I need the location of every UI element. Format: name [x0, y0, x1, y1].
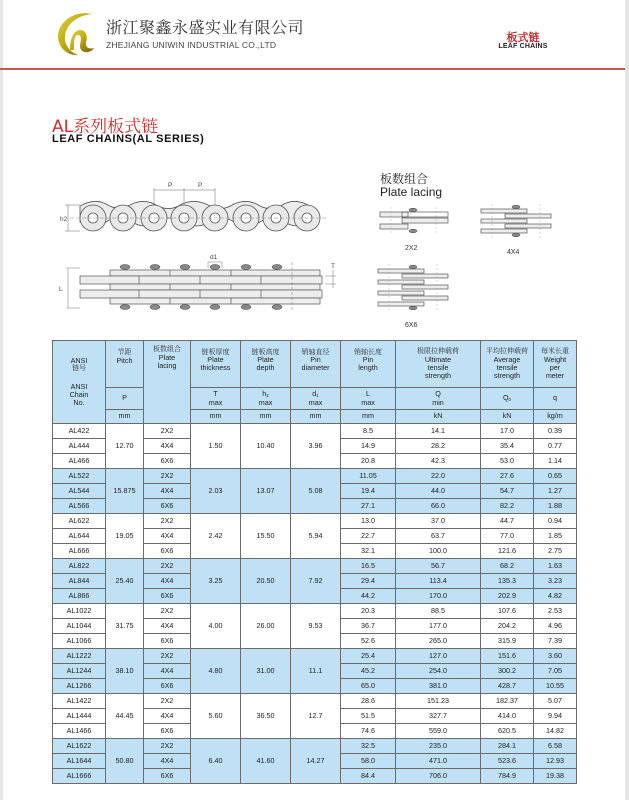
cell-chain-no: AL844: [53, 574, 106, 589]
cell-thickness: 4.80: [191, 649, 241, 694]
header-weight-en3: meter: [545, 370, 565, 380]
table-row: [53, 604, 577, 619]
header-uts-en2: tensile: [427, 362, 449, 372]
header-weight-en2: per: [549, 362, 561, 372]
spec-table-body: [53, 424, 577, 784]
cell-chain-no: AL544: [53, 484, 106, 499]
cell-pin-length: 20.8: [341, 454, 396, 469]
cell-chain-no: AL866: [53, 589, 106, 604]
cell-ultimate-strength: 170.0: [396, 589, 481, 604]
lacing-6x6-drawing: [378, 269, 448, 306]
table-row: [53, 559, 577, 574]
header-depth: [241, 341, 291, 388]
cell-pin-length: 16.5: [341, 559, 396, 574]
cell-pin-length: 84.4: [341, 769, 396, 784]
header-lacing-en1: Plate: [158, 352, 176, 362]
unit-pin-diameter: mm: [291, 410, 341, 424]
header-ultimate-strength: [396, 341, 481, 388]
cell-chain-no: AL422: [53, 424, 106, 439]
cell-weight: 4.82: [534, 589, 577, 604]
unit-thickness: mm: [191, 410, 241, 424]
header-pin-dia-cn: 销轴直径: [301, 347, 330, 356]
header-ats-en2: tensile: [496, 362, 518, 372]
cell-ultimate-strength: 177.0: [396, 619, 481, 634]
header-uts-en3: strength: [425, 370, 451, 380]
cell-lacing: 6X6: [144, 544, 191, 559]
table-row: [53, 514, 577, 529]
cell-lacing: 2X2: [144, 424, 191, 439]
cell-chain-no: AL1244: [53, 664, 106, 679]
cell-weight: 6.58: [534, 739, 577, 754]
cell-pin-diameter: 9.53: [291, 604, 341, 649]
cell-average-strength: 54.7: [481, 484, 534, 499]
cell-lacing: 4X4: [144, 619, 191, 634]
cell-weight: 0.77: [534, 439, 577, 454]
cell-pin-length: 65.0: [341, 679, 396, 694]
cell-average-strength: 151.6: [481, 649, 534, 664]
cell-pin-length: 13.0: [341, 514, 396, 529]
header-pin-diameter: [291, 341, 341, 388]
header-ansi-chain2: Chain: [69, 389, 89, 399]
cell-lacing: 6X6: [144, 724, 191, 739]
header-weight: [534, 341, 577, 388]
cell-thickness: 6.40: [191, 739, 241, 784]
symbol-ats-letter: Q: [502, 393, 509, 403]
header-thickness: [191, 341, 241, 388]
header-ansi-no: No.: [73, 397, 85, 407]
chain-top-view: [80, 270, 322, 304]
unit-uts: kN: [396, 410, 481, 424]
cell-weight: 14.82: [534, 724, 577, 739]
lacing-4x4-drawing: [481, 209, 551, 233]
cell-lacing: 2X2: [144, 739, 191, 754]
cell-weight: 3.60: [534, 649, 577, 664]
cell-weight: 7.05: [534, 664, 577, 679]
cell-depth: 41.60: [241, 739, 291, 784]
cell-pin-length: 52.6: [341, 634, 396, 649]
header-ats-en1: Average: [493, 354, 521, 364]
section-title-en: LEAF CHAINS(AL SERIES): [52, 133, 205, 145]
cell-depth: 36.50: [241, 694, 291, 739]
cell-pin-diameter: 7.92: [291, 559, 341, 604]
symbol-weight: q: [534, 388, 577, 410]
cell-ultimate-strength: 28.2: [396, 439, 481, 454]
cell-lacing: 2X2: [144, 604, 191, 619]
cell-average-strength: 68.2: [481, 559, 534, 574]
header-ansi-cn: 链号: [72, 364, 86, 373]
leaf-chain-spec-table: [52, 340, 577, 784]
cell-chain-no: AL444: [53, 439, 106, 454]
cell-pin-diameter: 5.94: [291, 514, 341, 559]
symbol-ats: [481, 388, 534, 410]
header-pin-dia-en1: Pin: [310, 355, 321, 365]
cell-lacing: 2X2: [144, 514, 191, 529]
header-weight-cn: 每米长重: [541, 346, 569, 355]
header-ats-cn: 平均拉伸载荷: [486, 346, 528, 355]
lacing-label-4x4: 4X4: [507, 249, 520, 256]
cell-pin-length: 32.5: [341, 739, 396, 754]
header-lacing-en2: lacing: [157, 360, 177, 370]
cell-pin-length: 19.4: [341, 484, 396, 499]
cell-lacing: 4X4: [144, 529, 191, 544]
cell-ultimate-strength: 66.0: [396, 499, 481, 514]
lacing-label-2x2: 2X2: [405, 245, 418, 252]
header-pitch-en: Pitch: [116, 355, 133, 365]
cell-ultimate-strength: 127.0: [396, 649, 481, 664]
header-lacing-cn: 板数组合: [153, 345, 181, 353]
lacing-2x2-drawing: [380, 212, 448, 229]
cell-weight: 1.14: [534, 454, 577, 469]
lacing-title-cn: 板数组合: [380, 172, 429, 186]
cell-pin-length: 27.1: [341, 499, 396, 514]
cell-lacing: 2X2: [144, 694, 191, 709]
cell-pin-length: 8.5: [341, 424, 396, 439]
cell-chain-no: AL1444: [53, 709, 106, 724]
cell-lacing: 2X2: [144, 559, 191, 574]
symbol-pin-dia-letter: d: [312, 389, 317, 399]
cell-ultimate-strength: 471.0: [396, 754, 481, 769]
cell-average-strength: 53.0: [481, 454, 534, 469]
symbol-uts: [396, 388, 481, 410]
cell-average-strength: 27.6: [481, 469, 534, 484]
cell-weight: 10.55: [534, 679, 577, 694]
header-thickness-cn: 链板厚度: [201, 347, 230, 356]
cell-weight: 2.53: [534, 604, 577, 619]
table-row: [53, 424, 577, 439]
cell-pin-length: 22.7: [341, 529, 396, 544]
cell-pin-length: 45.2: [341, 664, 396, 679]
cell-thickness: 2.42: [191, 514, 241, 559]
cell-weight: 1.85: [534, 529, 577, 544]
cell-chain-no: AL1466: [53, 724, 106, 739]
cell-ultimate-strength: 14.1: [396, 424, 481, 439]
dim-label-p2: P: [198, 182, 203, 189]
header-pitch-cn: 节距: [117, 348, 132, 357]
cell-pin-length: 58.0: [341, 754, 396, 769]
cell-average-strength: 204.2: [481, 619, 534, 634]
symbol-pin-len-letter: L: [366, 389, 370, 399]
symbol-thickness-limit: max: [208, 397, 223, 407]
cell-ultimate-strength: 254.0: [396, 664, 481, 679]
dim-label-d1: d1: [210, 254, 218, 261]
symbol-pin-length: [341, 388, 396, 410]
cell-pin-length: 11.05: [341, 469, 396, 484]
dim-label-h2: h2: [60, 216, 68, 223]
cell-average-strength: 82.2: [481, 499, 534, 514]
symbol-depth-limit: max: [258, 397, 273, 407]
header-ansi-top: ANSI: [70, 355, 88, 365]
cell-ultimate-strength: 706.0: [396, 769, 481, 784]
cell-average-strength: 300.2: [481, 664, 534, 679]
cell-thickness: 4.00: [191, 604, 241, 649]
cell-weight: 5.07: [534, 694, 577, 709]
cell-average-strength: 35.4: [481, 439, 534, 454]
header-ats-en3: strength: [494, 370, 520, 380]
cell-pitch: 15.875: [106, 469, 144, 514]
cell-lacing: 6X6: [144, 589, 191, 604]
cell-pin-diameter: 14.27: [291, 739, 341, 784]
cell-weight: 1.27: [534, 484, 577, 499]
cell-pitch: 50.80: [106, 739, 144, 784]
cell-depth: 13.07: [241, 469, 291, 514]
cell-average-strength: 135.3: [481, 574, 534, 589]
symbol-pin-dia-limit: max: [308, 397, 323, 407]
header-thickness-en1: Plate: [207, 355, 224, 365]
header-lacing: [144, 341, 191, 424]
cell-average-strength: 523.6: [481, 754, 534, 769]
cell-average-strength: 121.6: [481, 544, 534, 559]
cell-weight: 0.94: [534, 514, 577, 529]
cell-lacing: 4X4: [144, 664, 191, 679]
cell-thickness: 5.60: [191, 694, 241, 739]
cell-ultimate-strength: 151.23: [396, 694, 481, 709]
cell-chain-no: AL1622: [53, 739, 106, 754]
cell-depth: 26.00: [241, 604, 291, 649]
unit-ats: kN: [481, 410, 534, 424]
cell-pitch: 25.40: [106, 559, 144, 604]
cell-ultimate-strength: 100.0: [396, 544, 481, 559]
header-ansi-chain: ANSI: [70, 381, 88, 391]
cell-thickness: 3.25: [191, 559, 241, 604]
cell-pin-length: 51.5: [341, 709, 396, 724]
cell-pitch: 12.70: [106, 424, 144, 469]
cell-chain-no: AL1066: [53, 634, 106, 649]
cell-weight: 4.96: [534, 619, 577, 634]
cell-ultimate-strength: 44.0: [396, 484, 481, 499]
cell-weight: 1.88: [534, 499, 577, 514]
dim-label-t: T: [331, 263, 335, 270]
cell-chain-no: AL1666: [53, 769, 106, 784]
symbol-pin-len-limit: max: [361, 397, 375, 407]
cell-pin-length: 14.9: [341, 439, 396, 454]
cell-chain-no: AL1644: [53, 754, 106, 769]
cell-depth: 10.40: [241, 424, 291, 469]
cell-lacing: 6X6: [144, 634, 191, 649]
category-title-cn: 板式链: [506, 31, 540, 44]
cell-ultimate-strength: 235.0: [396, 739, 481, 754]
cell-weight: 7.39: [534, 634, 577, 649]
symbol-thickness: [191, 388, 241, 410]
header-pitch: [106, 341, 144, 388]
lacing-title-en: Plate lacing: [380, 185, 443, 199]
cell-lacing: 2X2: [144, 469, 191, 484]
table-row: [53, 469, 577, 484]
lacing-label-6x6: 6X6: [405, 322, 418, 329]
cell-average-strength: 414.0: [481, 709, 534, 724]
header-pin-dia-en2: diameter: [301, 363, 330, 373]
cell-chain-no: AL1266: [53, 679, 106, 694]
cell-chain-no: AL1422: [53, 694, 106, 709]
cell-pitch: 38.10: [106, 649, 144, 694]
cell-average-strength: 77.0: [481, 529, 534, 544]
dim-label-l: L: [59, 286, 63, 293]
cell-pin-length: 32.1: [341, 544, 396, 559]
cell-chain-no: AL522: [53, 469, 106, 484]
cell-ultimate-strength: 88.5: [396, 604, 481, 619]
cell-pitch: 19.05: [106, 514, 144, 559]
cell-pin-diameter: 11.1: [291, 649, 341, 694]
symbol-ats-sub: 0: [508, 397, 512, 403]
cell-pitch: 31.75: [106, 604, 144, 649]
cell-thickness: 1.50: [191, 424, 241, 469]
cell-pin-length: 44.2: [341, 589, 396, 604]
header-uts-cn: 极限拉伸载荷: [417, 346, 459, 355]
cell-chain-no: AL644: [53, 529, 106, 544]
header-ansi: [53, 341, 106, 424]
cell-average-strength: 284.1: [481, 739, 534, 754]
cell-weight: 2.75: [534, 544, 577, 559]
cell-ultimate-strength: 42.3: [396, 454, 481, 469]
cell-weight: 12.93: [534, 754, 577, 769]
cell-weight: 0.65: [534, 469, 577, 484]
cell-weight: 3.23: [534, 574, 577, 589]
symbol-pitch: P: [106, 388, 144, 410]
cell-average-strength: 17.0: [481, 424, 534, 439]
cell-lacing: 6X6: [144, 454, 191, 469]
company-name-en: ZHEJIANG UNIWIN INDUSTRIAL CO.,LTD: [106, 40, 277, 50]
chain-side-view: [80, 201, 320, 231]
section-title-cn: AL系列板式链: [52, 117, 159, 137]
cell-pin-length: 20.3: [341, 604, 396, 619]
cell-depth: 20.50: [241, 559, 291, 604]
unit-depth: mm: [241, 410, 291, 424]
header-pin-length: [341, 341, 396, 388]
header-thickness-en2: thickness: [200, 363, 231, 373]
company-name-cn: 浙江聚鑫永盛实业有限公司: [106, 18, 305, 37]
cell-pin-diameter: 5.08: [291, 469, 341, 514]
symbol-depth-sub: 2: [266, 393, 269, 399]
symbol-thickness-letter: T: [213, 389, 218, 399]
symbol-depth: [241, 388, 291, 410]
cell-chain-no: AL566: [53, 499, 106, 514]
cell-pin-diameter: 12.7: [291, 694, 341, 739]
cell-lacing: 4X4: [144, 484, 191, 499]
symbol-uts-letter: Q: [435, 389, 441, 399]
cell-chain-no: AL466: [53, 454, 106, 469]
cell-average-strength: 784.9: [481, 769, 534, 784]
cell-average-strength: 182.37: [481, 694, 534, 709]
cell-pin-length: 25.4: [341, 649, 396, 664]
header-pin-len-en1: Pin: [362, 355, 374, 365]
cell-lacing: 4X4: [144, 754, 191, 769]
cell-pin-length: 28.6: [341, 694, 396, 709]
cell-weight: 9.94: [534, 709, 577, 724]
cell-ultimate-strength: 381.0: [396, 679, 481, 694]
symbol-pin-diameter: [291, 388, 341, 410]
cell-pin-diameter: 3.96: [291, 424, 341, 469]
cell-chain-no: AL1222: [53, 649, 106, 664]
header-depth-en1: Plate: [257, 355, 274, 365]
cell-weight: 19.38: [534, 769, 577, 784]
cell-average-strength: 107.6: [481, 604, 534, 619]
cell-ultimate-strength: 265.0: [396, 634, 481, 649]
cell-ultimate-strength: 559.0: [396, 724, 481, 739]
symbol-pin-dia-sub: 1: [316, 393, 319, 399]
category-title-en: LEAF CHAINS: [498, 43, 548, 50]
cell-average-strength: 202.9: [481, 589, 534, 604]
cell-depth: 31.00: [241, 649, 291, 694]
header-depth-cn: 链板高度: [251, 347, 280, 356]
unit-weight: kg/m: [534, 410, 577, 424]
table-row: [53, 694, 577, 709]
cell-lacing: 6X6: [144, 769, 191, 784]
cell-lacing: 4X4: [144, 709, 191, 724]
cell-chain-no: AL1022: [53, 604, 106, 619]
symbol-depth-letter: h: [262, 389, 267, 399]
cell-weight: 0.39: [534, 424, 577, 439]
header-depth-en2: depth: [256, 363, 275, 373]
unit-pitch: mm: [106, 410, 144, 424]
cell-ultimate-strength: 56.7: [396, 559, 481, 574]
header-pin-len-cn: 销轴长度: [354, 347, 382, 356]
cell-depth: 15.50: [241, 514, 291, 559]
symbol-uts-limit: min: [432, 397, 444, 407]
cell-average-strength: 44.7: [481, 514, 534, 529]
cell-average-strength: 315.9: [481, 634, 534, 649]
cell-lacing: 2X2: [144, 649, 191, 664]
cell-chain-no: AL666: [53, 544, 106, 559]
cell-ultimate-strength: 327.7: [396, 709, 481, 724]
header-average-strength: [481, 341, 534, 388]
cell-pin-length: 74.6: [341, 724, 396, 739]
dim-label-p1: P: [168, 182, 173, 189]
table-row: [53, 739, 577, 754]
cell-lacing: 6X6: [144, 679, 191, 694]
cell-weight: 1.63: [534, 559, 577, 574]
cell-chain-no: AL1044: [53, 619, 106, 634]
cell-ultimate-strength: 37.0: [396, 514, 481, 529]
cell-ultimate-strength: 63.7: [396, 529, 481, 544]
header-weight-en1: Weight: [543, 354, 567, 364]
cell-average-strength: 620.5: [481, 724, 534, 739]
unit-pin-length: mm: [341, 410, 396, 424]
table-row: [53, 649, 577, 664]
cell-ultimate-strength: 22.0: [396, 469, 481, 484]
cell-ultimate-strength: 113.4: [396, 574, 481, 589]
cell-average-strength: 428.7: [481, 679, 534, 694]
header-pin-len-en2: length: [358, 363, 378, 373]
cell-chain-no: AL822: [53, 559, 106, 574]
chain-drawing: [0, 0, 629, 340]
header-uts-en1: Ultimate: [424, 354, 452, 364]
cell-thickness: 2.03: [191, 469, 241, 514]
cell-lacing: 4X4: [144, 439, 191, 454]
cell-lacing: 6X6: [144, 499, 191, 514]
cell-pin-length: 29.4: [341, 574, 396, 589]
cell-chain-no: AL622: [53, 514, 106, 529]
cell-pin-length: 36.7: [341, 619, 396, 634]
cell-lacing: 4X4: [144, 574, 191, 589]
cell-pitch: 44.45: [106, 694, 144, 739]
